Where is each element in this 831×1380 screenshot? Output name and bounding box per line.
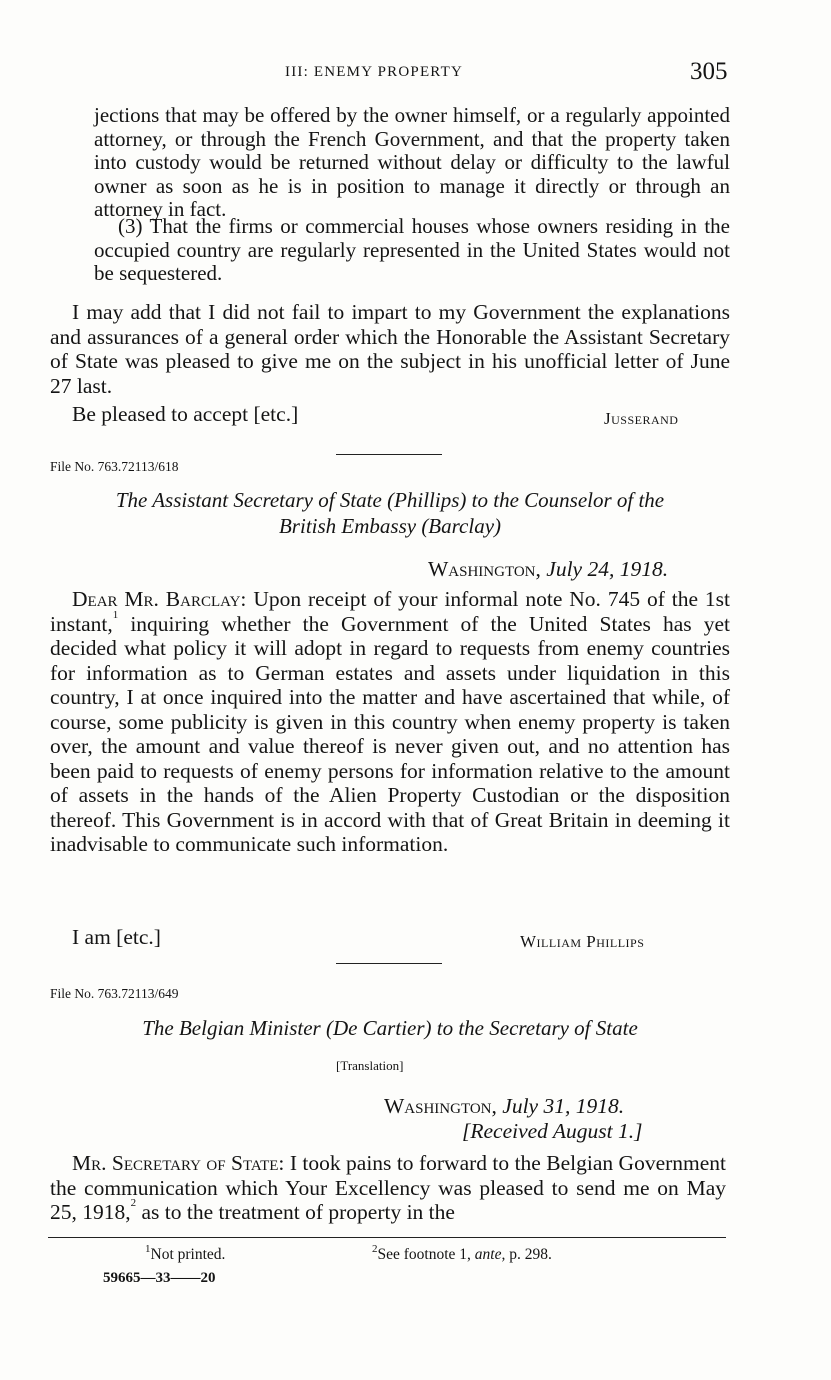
letter2-body-b: inquiring whether the Government of the United States has yet decided what policy it will adopt in regard to requests from enemy countries for information as to German estates and assets under liquidation in this country, I at once inquired into the matter and have ascertained that while, of course, some publicity is given in this country when enemy property is taken over, the amount and value thereof is never given out, and no attention has been paid to requests of enemy persons for information relative to the amount of assets in the hands of the Alien Property Custodian or the disposition thereof. This Government is in accord with that of Great Britain in deeming it inadvisable to communicate such information. <box>50 611 730 856</box>
section-divider <box>336 963 442 964</box>
letter3-date: July 31, 1918. <box>502 1094 625 1118</box>
footnote-1-mark: 1 <box>145 1243 151 1255</box>
footnote-2 <box>372 1243 552 1264</box>
footnote-2-text-b: p. 298. <box>509 1246 552 1263</box>
letter3-body-b: as to the treatment of property in the <box>141 1200 455 1224</box>
letter1-body-paragraph: I may add that I did not fail to impart to my Government the explanations and assurances of a general order which the Honorable the Assistant Secretary of State was pleased to give me on the subject in his unofficial letter of June 27 last. <box>50 300 730 398</box>
letter3-file-number: File No. 763.72113/649 <box>50 986 179 1001</box>
letter3-body-a: I took pains to forward to the Belgian Government the communication which Your Excellency was pleased to send me on May 25, 1918, <box>50 1151 727 1224</box>
letter1-continuation-paragraph: jections that may be offered by the owner himself, or a regularly appointed attorney, or through the French Government, and that the property taken into custody would be returned without delay or difficulty to the lawful owner as soon as he is in position to manage it directly or through an attorney in fact. <box>94 103 730 222</box>
letter2-title-line2: British Embassy (Barclay) <box>278 514 502 538</box>
letter2-body-a: Upon receipt of your informal note No. 745 of the 1st instant, <box>50 587 731 636</box>
section-divider <box>336 454 442 455</box>
footnote-2-ante: ante, <box>474 1246 506 1263</box>
letter3-place: Washington, <box>384 1094 497 1118</box>
letter2-title <box>50 487 730 539</box>
letter2-body-paragraph <box>50 587 730 857</box>
footnote-ref-1: 1 <box>112 608 119 621</box>
letter1-item-3-paragraph: (3) That the firms or commercial houses whose owners residing in the occupied country are regularly represented in the United States would not be sequestered. <box>94 214 730 286</box>
letter2-salutation: Dear Mr. Barclay: <box>72 587 247 611</box>
footnote-2-mark: 2 <box>372 1243 378 1255</box>
letter3-salutation: Mr. Secretary of State: <box>72 1151 285 1175</box>
letter3-body-paragraph <box>50 1151 726 1225</box>
footnote-1 <box>145 1243 226 1264</box>
letter2-file-number: File No. 763.72113/618 <box>50 459 179 474</box>
letter2-closing: I am [etc.] <box>72 925 161 949</box>
footnote-2-text-a: See footnote 1, <box>377 1246 471 1263</box>
footnote-rule <box>48 1237 726 1238</box>
letter1-closing: Be pleased to accept [etc.] <box>72 402 299 426</box>
letter2-title-line1: The Assistant Secretary of State (Phillips) to the Counselor of the <box>115 488 665 512</box>
letter2-dateline <box>428 558 668 582</box>
letter2-date: July 24, 1918. <box>546 557 669 581</box>
letter3-received: [Received August 1.] <box>462 1119 643 1143</box>
letter3-title: The Belgian Minister (De Cartier) to the Secretary of State <box>142 1016 638 1040</box>
letter2-place: Washington, <box>428 557 541 581</box>
running-title: III: ENEMY PROPERTY <box>285 64 464 80</box>
letter1-signature: Jusserand <box>604 409 679 428</box>
footnote-ref-2: 2 <box>130 1197 137 1209</box>
translation-note: [Translation] <box>336 1058 404 1073</box>
page-number: 305 <box>690 58 728 85</box>
letter3-dateline <box>384 1095 624 1119</box>
footnote-1-text: Not printed. <box>150 1246 226 1263</box>
letter2-signature: William Phillips <box>520 932 645 951</box>
print-code: 59665—33——20 <box>103 1270 216 1286</box>
